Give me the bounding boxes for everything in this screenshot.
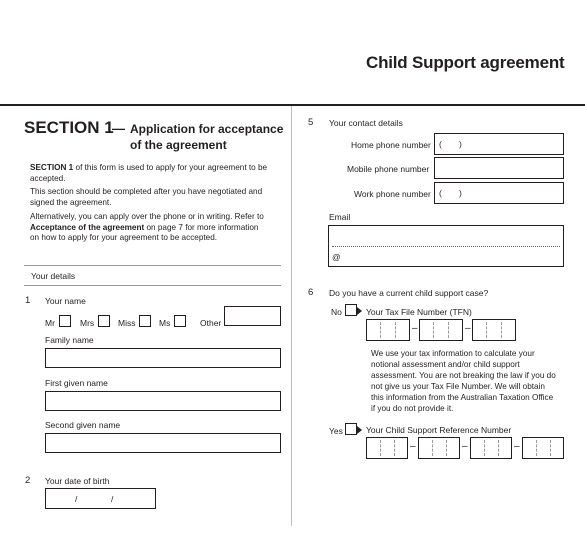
second-given-label: Second given name: [45, 420, 121, 430]
tfn-dash-2: –: [465, 323, 471, 334]
q2-label: Your date of birth: [45, 476, 110, 486]
q6-label: Do you have a current child support case?: [329, 288, 489, 298]
tfn-segment-1[interactable]: [366, 319, 410, 341]
page-title: Child Support agreement: [366, 53, 565, 72]
home-paren-close: ): [459, 139, 462, 149]
mobile-phone-input[interactable]: [434, 157, 564, 179]
no-label: No: [331, 307, 342, 317]
tfn-info-line-3: assessment. You are not breaking the law if you do: [371, 371, 556, 380]
tfn-label: Your Tax File Number (TFN): [366, 307, 472, 317]
intro-text-6: on page 7 for more information: [144, 222, 259, 232]
title-mr-checkbox[interactable]: [59, 315, 71, 327]
tfn-info-line-6: if you do not provide it.: [371, 404, 454, 413]
q1-label: Your name: [45, 296, 86, 306]
title-other-label: Other: [200, 318, 222, 328]
intro-text-7: on how to apply for your agreement to be accepted.: [30, 233, 218, 242]
tfn-segment-3[interactable]: [472, 319, 516, 341]
intro-paragraph-2: [30, 187, 280, 208]
intro-text-4: signed the agreement.: [30, 197, 112, 207]
title-mr-label: Mr: [45, 318, 55, 328]
work-paren-open: (: [439, 188, 442, 198]
title-other-input[interactable]: [224, 306, 281, 326]
dob-input[interactable]: [45, 488, 156, 509]
tfn-info-line-1: We use your tax information to calculate your: [371, 349, 535, 358]
column-divider: [291, 106, 292, 526]
section-subtitle-line1: Application for acceptance: [130, 122, 284, 136]
intro-bold-2: Acceptance of the agreement: [30, 222, 145, 232]
details-label: Your details: [31, 271, 76, 281]
q5-number: 5: [308, 117, 314, 128]
email-label: Email: [329, 212, 351, 222]
q5-label: Your contact details: [329, 118, 403, 128]
title-ms-checkbox[interactable]: [174, 315, 186, 327]
tfn-info-line-5: this information from the Australian Taxation Office: [371, 393, 554, 402]
first-given-input[interactable]: [45, 391, 281, 411]
tfn-dash-1: –: [412, 323, 418, 334]
second-given-input[interactable]: [45, 433, 281, 453]
home-phone-input[interactable]: [434, 133, 564, 155]
csrn-segment-3[interactable]: [470, 437, 512, 459]
home-paren-open: (: [439, 139, 442, 149]
csrn-segment-2[interactable]: [418, 437, 460, 459]
csrn-label: Your Child Support Reference Number: [366, 425, 512, 435]
title-miss-label: Miss: [118, 318, 136, 328]
q2-number: 2: [25, 475, 31, 486]
q6-number: 6: [308, 287, 314, 298]
intro-text-2: accepted.: [30, 173, 66, 183]
csrn-dash-2: –: [462, 441, 468, 452]
title-miss-checkbox[interactable]: [139, 315, 151, 327]
intro-bold: SECTION 1: [30, 163, 74, 172]
first-given-label: First given name: [45, 378, 108, 388]
csrn-segment-1[interactable]: [366, 437, 408, 459]
intro-text-5: Alternatively, you can apply over the phone or in writing. Refer to: [30, 212, 264, 221]
title-mrs-label: Mrs: [80, 318, 95, 328]
work-paren-close: ): [459, 188, 462, 198]
intro-paragraph-1: [30, 163, 280, 184]
title-mrs-checkbox[interactable]: [98, 315, 110, 327]
intro-text-1: of this form is used to apply for your agreement to be: [73, 163, 268, 172]
work-phone-input[interactable]: [434, 182, 564, 204]
q1-number: 1: [25, 295, 31, 306]
section-subtitle-line2: of the agreement: [130, 138, 227, 152]
yes-checkbox[interactable]: [345, 423, 357, 435]
tfn-segment-2[interactable]: [419, 319, 463, 341]
home-phone-label: Home phone number: [351, 140, 431, 150]
header-rule: [0, 104, 585, 106]
family-name-label: Family name: [45, 335, 94, 345]
tfn-info-line-2: notional assessment and/or child support: [371, 360, 520, 369]
section-heading: [24, 118, 114, 138]
work-phone-label: Work phone number: [354, 189, 431, 199]
csrn-dash-1: –: [410, 441, 416, 452]
tfn-info-paragraph: [371, 348, 571, 414]
details-rule-bottom: [24, 285, 281, 286]
dob-sep-1: /: [75, 494, 78, 504]
mobile-phone-label: Mobile phone number: [347, 164, 430, 174]
intro-text-3: This section should be completed after you have negotiated and: [30, 187, 263, 196]
section-dash: —: [112, 121, 125, 136]
family-name-input[interactable]: [45, 348, 281, 368]
csrn-dash-3: –: [514, 441, 520, 452]
email-at-sign: @: [332, 252, 341, 262]
no-checkbox[interactable]: [345, 304, 357, 316]
section-number: SECTION 1: [24, 118, 114, 137]
yes-label: Yes: [329, 426, 343, 436]
dob-sep-2: /: [111, 494, 114, 504]
tfn-info-line-4: not give us your Tax File Number. We will obtain: [371, 382, 545, 391]
csrn-segment-4[interactable]: [522, 437, 564, 459]
title-ms-label: Ms: [159, 318, 171, 328]
intro-paragraph-3: [30, 212, 280, 244]
email-input[interactable]: [328, 225, 564, 267]
email-dotted-line: [332, 246, 560, 247]
details-rule-top: [24, 265, 281, 266]
